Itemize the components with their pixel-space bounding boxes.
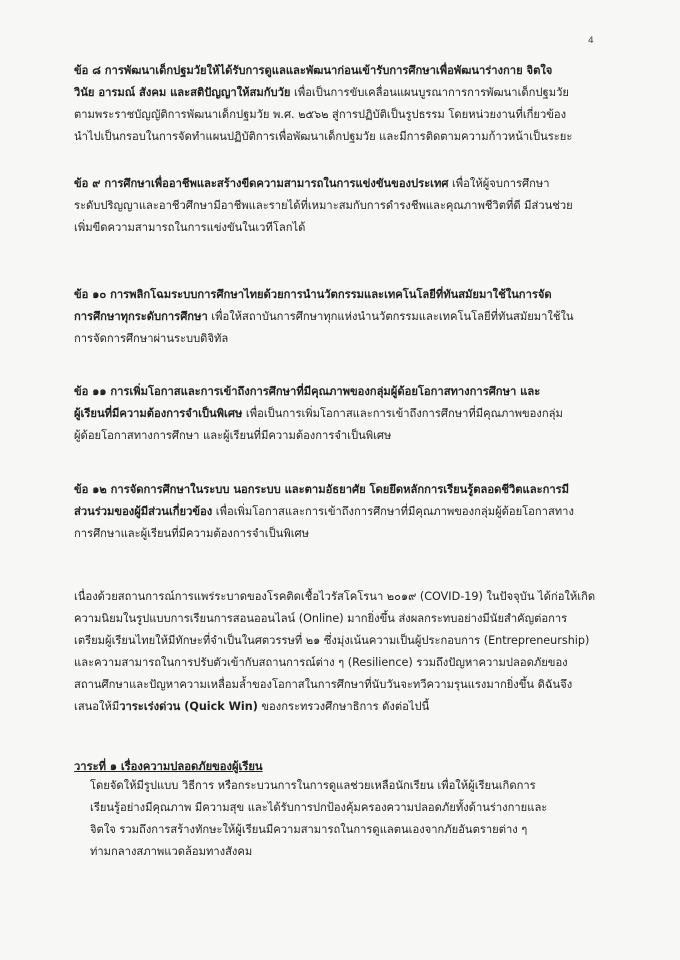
bold-text: วาระที่ ๑ เรื่องความปลอดภัยของผู้เรียน (74, 760, 263, 773)
text: สถานศึกษาและปัญหาความเหลื่อมล้ำของโอกาสในการศึกษาที่นับวันจะทวีความรุนแรงมากยิ่งขึ้น ดิฉันจึง (74, 678, 573, 691)
text: จิตใจ รวมถึงการสร้างทักษะให้ผู้เรียนมีความสามารถในการดูแลตนเองจากภัยอันตรายต่าง ๆ (90, 823, 528, 836)
text: เพื่อเป็นการขับเคลื่อนแผนบูรณาการการพัฒนาเด็กปฐมวัย (290, 86, 569, 99)
text: เตรียมผู้เรียนไทยให้มีทักษะที่จำเป็นในศตวรรษที่ ๒๑ ซึ่งมุ่งเน้นความเป็นผู้ประกอบการ (Entrepreneurship) (74, 634, 590, 647)
text-line (74, 381, 614, 403)
text-line (74, 82, 614, 104)
text: เพื่อเป็นการเพิ่มโอกาสและการเข้าถึงการศึกษาที่มีคุณภาพของกลุ่ม (242, 407, 563, 420)
text: เพื่อเพิ่มโอกาสและการเข้าถึงการศึกษาที่มีคุณภาพของกลุ่มผู้ด้อยโอกาสทาง (212, 505, 574, 518)
text: ผู้ด้อยโอกาสทางการศึกษา และผู้เรียนที่มีความต้องการจำเป็นพิเศษ (74, 429, 392, 442)
bold-text: ข้อ ๑๑ การเพิ่มโอกาสและการเข้าถึงการศึกษาที่มีคุณภาพของกลุ่มผู้ด้อยโอกาสทางการศึกษา และ (74, 385, 541, 398)
text-line (74, 328, 614, 350)
text-line (74, 630, 614, 652)
paragraph (74, 284, 614, 350)
text-line (74, 674, 614, 696)
text-line (74, 696, 614, 718)
text-line (90, 775, 610, 797)
bold-text: ส่วนร่วมของผู้มีส่วนเกี่ยวข้อง (74, 505, 213, 518)
text: ระดับปริญญาและอาชีวศึกษามีอาชีพและรายได้ที่เหมาะสมกับการดำรงชีพและคุณภาพชีวิตที่ดี มีส่วนช่วย (74, 199, 573, 212)
text-line (90, 819, 610, 841)
paragraph (74, 60, 614, 148)
paragraph (74, 173, 614, 239)
paragraph (74, 586, 614, 718)
bold-text: วาระเร่งด่วน (Quick Win) (119, 700, 258, 713)
text-line (74, 217, 614, 239)
text: ตามพระราชบัญญัติการพัฒนาเด็กปฐมวัย พ.ศ. ๒๕๖๒ สู่การปฏิบัติเป็นรูปธรรม โดยหน่วยงานที่เกี่ยวข้อง (74, 108, 567, 121)
text: และความสามารถในการปรับตัวเข้ากับสถานการณ์ต่าง ๆ (Resilience) รวมถึงปัญหาความปลอดภัยของ (74, 656, 568, 669)
bold-text: ข้อ ๘ การพัฒนาเด็กปฐมวัยให้ได้รับการดูแลและพัฒนาก่อนเข้ารับการศึกษาเพื่อพัฒนาร่างกาย จิตใจ (74, 64, 553, 77)
text: เพิ่มขีดความสามารถในการแข่งขันในเวทีโลกได้ (74, 221, 306, 234)
text-line (74, 608, 614, 630)
text-line (74, 425, 614, 447)
text-line (74, 586, 614, 608)
bold-text: ข้อ ๑๒ การจัดการศึกษาในระบบ นอกระบบ และตามอัธยาศัย โดยยึดหลักการเรียนรู้ตลอดชีวิตและการมี (74, 483, 570, 496)
text: เพื่อให้สถาบันการศึกษาทุกแห่งนำนวัตกรรมและเทคโนโลยีที่ทันสมัยมาใช้ใน (207, 310, 574, 323)
page-number: 4 (588, 36, 594, 46)
bold-text: ข้อ ๑๐ การพลิกโฉมระบบการศึกษาไทยด้วยการนำนวัตกรรมและเทคโนโลยีที่ทันสมัยมาใช้ในการจัด (74, 288, 552, 301)
text-line (74, 60, 614, 82)
text-line (74, 479, 614, 501)
text: นำไปเป็นกรอบในการจัดทำแผนปฏิบัติการเพื่อพัฒนาเด็กปฐมวัย และมีการติดตามความก้าวหน้าเป็นระยะ (74, 130, 573, 143)
text: เรียนรู้อย่างมีคุณภาพ มีความสุข และได้รับการปกป้องคุ้มครองความปลอดภัยทั้งด้านร่างกายและ (90, 801, 548, 814)
text-line (74, 126, 614, 148)
text: โดยจัดให้มีรูปแบบ วิธีการ หรือกระบวนการในการดูแลช่วยเหลือนักเรียน เพื่อให้ผู้เรียนเกิดการ (90, 779, 536, 792)
bold-text: ข้อ ๙ การศึกษาเพื่ออาชีพและสร้างขีดความสามารถในการแข่งขันของประเทศ (74, 177, 449, 190)
text: เนื่องด้วยสถานการณ์การแพร่ระบาดของโรคติดเชื้อไวรัสโคโรนา ๒๐๑๙ (COVID-19) ในปัจจุบัน ได้ก่อให้เกิด (74, 590, 596, 603)
text: ท่ามกลางสภาพแวดล้อมทางสังคม (90, 845, 253, 858)
text-line (90, 797, 610, 819)
text-line (74, 306, 614, 328)
text-line (90, 841, 610, 863)
paragraph (74, 381, 614, 447)
text-line (74, 652, 614, 674)
text: เพื่อให้ผู้จบการศึกษา (448, 177, 550, 190)
text-line (74, 173, 614, 195)
bold-text: ผู้เรียนที่มีความต้องการจำเป็นพิเศษ (74, 407, 243, 420)
text: ความนิยมในรูปแบบการเรียนการสอนออนไลน์ (Online) มากยิ่งขึ้น ส่งผลกระทบอย่างมีนัยสำคัญต่อการ (74, 612, 568, 625)
text-line (74, 104, 614, 126)
text: ของกระทรวงศึกษาธิการ ดังต่อไปนี้ (257, 700, 430, 713)
text-line (74, 523, 614, 545)
paragraph (90, 775, 610, 863)
paragraph (74, 479, 614, 545)
bold-text: การศึกษาทุกระดับการศึกษา (74, 310, 208, 323)
bold-text: วินัย อารมณ์ สังคม และสติปัญญาให้สมกับวัย (74, 86, 291, 99)
text: การศึกษาและผู้เรียนที่มีความต้องการจำเป็นพิเศษ (74, 527, 310, 540)
text: เสนอให้มี (74, 700, 120, 713)
text-line (74, 501, 614, 523)
text-line (74, 284, 614, 306)
text-line (74, 195, 614, 217)
text: การจัดการศึกษาผ่านระบบดิจิทัล (74, 332, 229, 345)
text-line (74, 403, 614, 425)
